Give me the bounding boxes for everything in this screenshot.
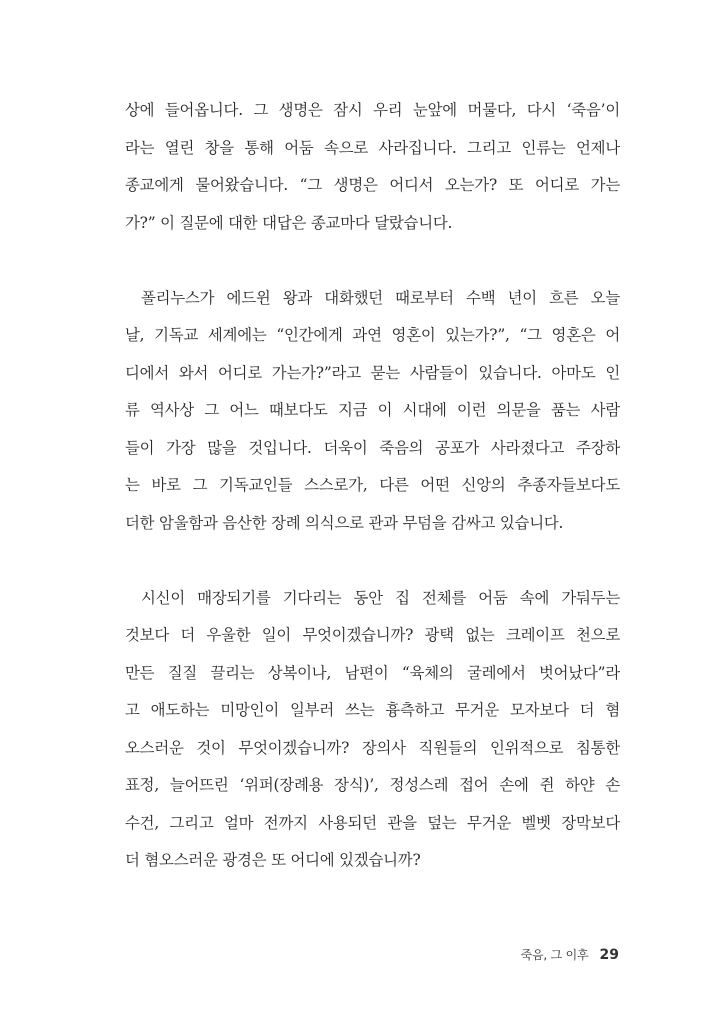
- text-line: 표정, 늘어뜨린 ‘위퍼(장례용 장식)’, 정성스레 접어 손에 쥔 하얀 손: [125, 776, 620, 794]
- text-line: 날, 기독교 세계에는 “인간에게 과연 영혼이 있는가?”, “그 영혼은 어: [125, 326, 620, 344]
- paragraph-gap: [125, 542, 620, 580]
- text-line: 류 역사상 그 어느 때보다도 지금 이 시대에 이런 의문을 품는 사람: [125, 401, 620, 419]
- text-line: 폴리누스가 에드윈 왕과 대화했던 때로부터 수백 년이 흐른 오늘: [141, 288, 620, 307]
- page-number: 29: [599, 947, 619, 963]
- text-line: 고 애도하는 미망인이 일부러 쓰는 흉측하고 무거운 모자보다 더 혐: [125, 701, 620, 719]
- text-line: 만든 질질 끌리는 상복이나, 남편이 “육체의 굴레에서 벗어났다”라: [125, 663, 620, 682]
- text-line: 오스러운 것이 무엇이겠습니까? 장의사 직원들의 인위적으로 침통한: [125, 738, 620, 757]
- text-line: 들이 가장 많을 것입니다. 더욱이 죽음의 공포가 사라졌다고 주장하: [125, 438, 620, 457]
- text-line: 가?” 이 질문에 대한 대답은 종교마다 달랐습니다.: [125, 213, 453, 232]
- text-line: 디에서 와서 어디로 가는가?”라고 묻는 사람들이 있습니다. 아마도 인: [125, 363, 620, 382]
- text-line: 더 혐오스러운 광경은 또 어디에 있겠습니까?: [125, 851, 421, 869]
- text-line: 종교에게 물어왔습니다. “그 생명은 어디서 오는가? 또 어디로 가는: [125, 176, 620, 194]
- paragraph-2: [125, 280, 620, 543]
- text-line: 더한 암울함과 음산한 장례 의식으로 관과 무덤을 감싸고 있습니다.: [125, 513, 564, 532]
- text-line: 상에 들어옵니다. 그 생명은 잠시 우리 눈앞에 머물다, 다시 ‘죽음’이: [125, 101, 620, 119]
- body-text: [125, 92, 620, 880]
- text-line: 는 바로 그 기독교인들 스스로가, 다른 어떤 신앙의 추종자들보다도: [125, 476, 620, 494]
- text-line: 라는 열린 창을 통해 어둠 속으로 사라집니다. 그리고 인류는 언제나: [125, 138, 620, 157]
- paragraph-1: [125, 92, 620, 242]
- text-line: 시신이 매장되기를 기다리는 동안 집 전체를 어둠 속에 가둬두는: [141, 588, 620, 607]
- text-line: 수건, 그리고 얼마 전까지 사용되던 관을 덮는 무거운 벨벳 장막보다: [125, 813, 620, 832]
- paragraph-gap: [125, 242, 620, 280]
- text-line: 것보다 더 우울한 일이 무엇이겠습니까? 광택 없는 크레이프 천으로: [125, 626, 620, 644]
- page-footer: [521, 944, 619, 963]
- paragraph-3: [125, 580, 620, 880]
- running-title: 죽음, 그 이후: [520, 948, 589, 962]
